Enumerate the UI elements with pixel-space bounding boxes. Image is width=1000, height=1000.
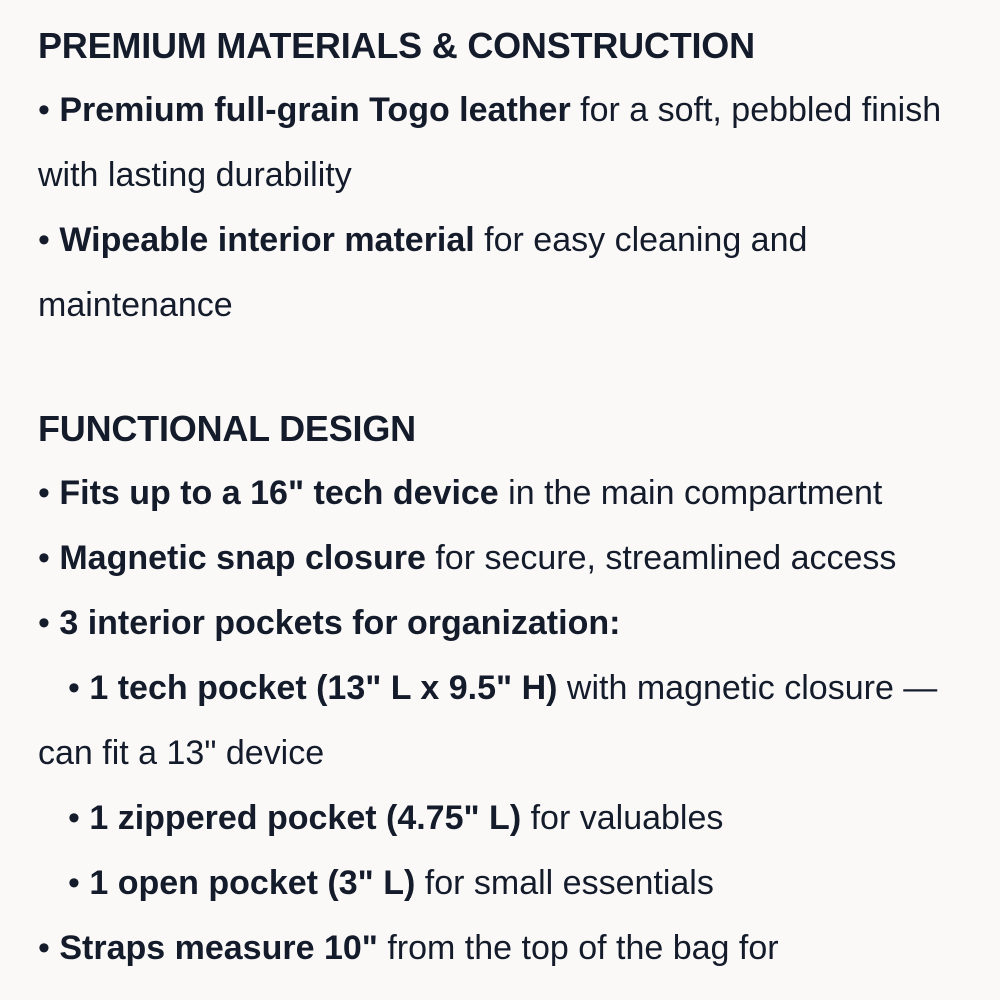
bullet-leather bbox=[38, 78, 1000, 208]
bullet-tech-device bbox=[38, 461, 1000, 526]
bullet-marker: • bbox=[68, 669, 80, 707]
sub-bullet-zippered-pocket-text: for valuables bbox=[521, 799, 724, 837]
bullet-interior-pockets bbox=[38, 591, 1000, 656]
bullet-leather-bold: Premium full-grain Togo leather bbox=[59, 91, 571, 129]
bullet-leather-text: for a soft, pebbled finish with lasting durability bbox=[38, 91, 942, 194]
section-heading-functional: FUNCTIONAL DESIGN bbox=[38, 408, 416, 449]
bullet-interior-material-bold: Wipeable interior material bbox=[59, 221, 475, 259]
bullet-marker: • bbox=[68, 864, 80, 902]
bullet-magnetic-snap-text: for secure, streamlined access bbox=[425, 539, 897, 577]
bullet-magnetic-snap bbox=[38, 526, 1000, 591]
sub-bullet-tech-pocket-bold: 1 tech pocket (13" L x 9.5" H) bbox=[89, 669, 558, 707]
sub-bullet-open-pocket-bold: 1 open pocket (3" L) bbox=[89, 864, 416, 902]
bullet-marker: • bbox=[68, 799, 80, 837]
sub-bullet-zippered-pocket bbox=[38, 786, 1000, 851]
bullet-interior-pockets-bold: 3 interior pockets for organization: bbox=[59, 604, 621, 642]
bullet-tech-device-text: in the main compartment bbox=[498, 474, 883, 512]
bullet-marker: • bbox=[38, 929, 50, 967]
section-heading-materials: PREMIUM MATERIALS & CONSTRUCTION bbox=[38, 25, 755, 66]
bullet-tech-device-bold: Fits up to a 16" tech device bbox=[59, 474, 499, 512]
bullet-straps bbox=[38, 916, 1000, 981]
bullet-straps-text: from the top of the bag for bbox=[377, 929, 779, 967]
sub-bullet-zippered-pocket-bold: 1 zippered pocket (4.75" L) bbox=[89, 799, 522, 837]
sub-bullet-open-pocket bbox=[38, 851, 1000, 916]
bullet-interior-material-text: for easy cleaning and maintenance bbox=[38, 221, 808, 324]
bullet-marker: • bbox=[38, 474, 50, 512]
bullet-marker: • bbox=[38, 539, 50, 577]
bullet-magnetic-snap-bold: Magnetic snap closure bbox=[59, 539, 426, 577]
sub-bullet-tech-pocket bbox=[38, 656, 1000, 786]
bullet-marker: • bbox=[38, 91, 50, 129]
bullet-straps-bold: Straps measure 10" bbox=[59, 929, 378, 967]
sub-bullet-tech-pocket-text: with magnetic closure — can fit a 13" device bbox=[38, 669, 938, 772]
bullet-marker: • bbox=[38, 604, 50, 642]
sub-bullet-open-pocket-text: for small essentials bbox=[415, 864, 714, 902]
bullet-interior-material bbox=[38, 208, 1000, 338]
bullet-marker: • bbox=[38, 221, 50, 259]
